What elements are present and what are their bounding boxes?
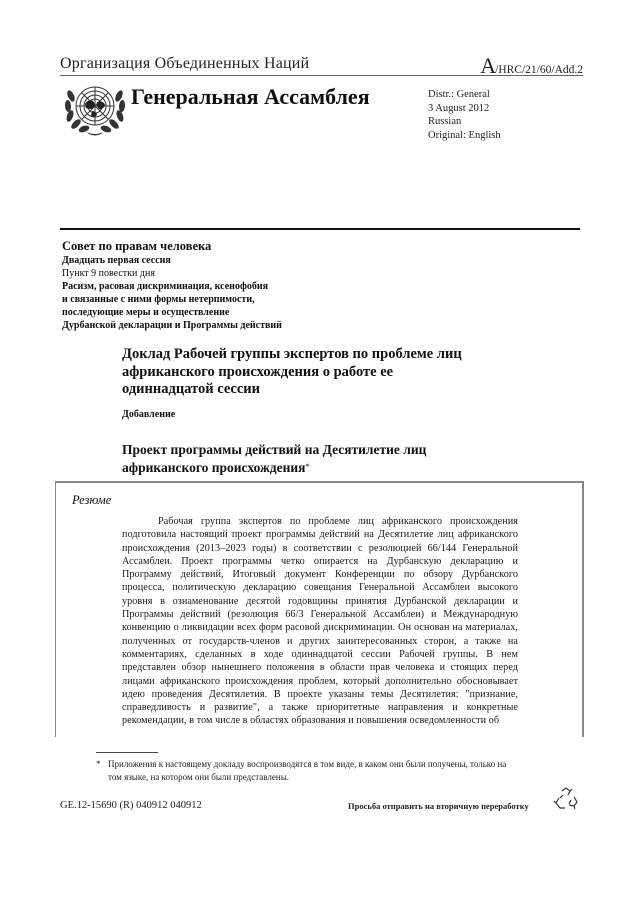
job-number: GE.12-15690 (R) 040912 040912 bbox=[60, 800, 202, 811]
agenda-topic-line: последующие меры и осуществление bbox=[62, 307, 230, 318]
report-title-line: Доклад Рабочей группы экспертов по проблеме лиц bbox=[122, 346, 462, 362]
agenda-item: Пункт 9 повестки дня bbox=[62, 268, 155, 279]
summary-heading: Резюме bbox=[72, 493, 112, 507]
summary-paragraph: Рабочая группа экспертов по проблеме лиц африканского происхождения подготовила настоящий проект программы действий на Десятилетие лиц африканского происхождения (2013–2023 годы) в соответствии с резолюцией 66/144 Генеральной Ассамблеи. Проект программы четко опирается на Дурбанскую декларацию и Программу действий, Итоговый документ Конференции по обзору Дурбанского процесса, политическую декларацию совещания Генеральной Ассамблеи высокого уровня в ознаменование десятой годовщины принятия Дурбанской декларации и Программы действий (резолюция 66/3 Генеральной Ассамблеи) и Международную конвенцию о ликвидации всех форм расовой дискриминации. Он основан на материалах, полученных от государств-членов и других заинтересованных сторон, а также на комментариях, сделанных в ходе одиннадцатой сессии Рабочей группы. В нем представлен обзор нынешнего положения в области прав человека и стоящих перед лицами африканского происхождения проблем, который дополнительно обосновывает идею проведения Десятилетия. В проекте указаны темы Десятилетия: "признание, справедливость и развитие", а также приоритетные направления и конкретные рекомендации, в том числе в областях образования и повышения осведомленности об bbox=[122, 516, 518, 727]
distribution-info bbox=[428, 88, 501, 142]
header-rule bbox=[60, 75, 583, 76]
organization-name: Организация Объединенных Наций bbox=[60, 55, 310, 72]
footnote-marker: * bbox=[96, 759, 101, 769]
footnote bbox=[96, 758, 508, 784]
distr-general: Distr.: General bbox=[428, 89, 490, 100]
agenda-topic-line: Дурбанской декларации и Программы действий bbox=[62, 320, 282, 331]
section-rule bbox=[60, 228, 580, 230]
project-title-line: Проект программы действий на Десятилетие лиц bbox=[122, 442, 427, 457]
footnote-text: Приложения к настоящему докладу воспроизводятся в том виде, в каком они были получены, только на том языке, на котором они были представлены. bbox=[108, 759, 507, 782]
body-name: Генеральная Ассамблея bbox=[131, 84, 370, 109]
symbol-rest: /HRC/21/60/Add.2 bbox=[495, 64, 583, 76]
report-title-line: одиннадцатой сессии bbox=[122, 381, 261, 397]
project-title bbox=[122, 441, 522, 476]
footnote-rule bbox=[96, 752, 158, 753]
project-title-line: африканского происхождения bbox=[122, 460, 306, 475]
document-language: Russian bbox=[428, 116, 462, 127]
report-title-line: африканского происхождения о работе ее bbox=[122, 363, 394, 380]
issue-date: 3 August 2012 bbox=[428, 102, 490, 114]
un-emblem-icon bbox=[63, 80, 127, 136]
original-language: Original: English bbox=[428, 129, 501, 141]
recycle-notice: Просьба отправить на вторичную переработку bbox=[348, 801, 529, 811]
agenda-topic-line: Расизм, расовая дискриминация, ксенофобия bbox=[62, 281, 269, 292]
agenda-block bbox=[62, 238, 362, 332]
session-name: Двадцать первая сессия bbox=[62, 255, 171, 266]
footnote-reference[interactable]: * bbox=[305, 462, 310, 471]
agenda-topic-line: и связанные с ними формы нетерпимости, bbox=[62, 294, 255, 305]
addendum-label: Добавление bbox=[122, 409, 176, 420]
recycle-icon bbox=[553, 786, 579, 812]
symbol-prefix: A bbox=[480, 53, 496, 78]
council-name: Совет по правам человека bbox=[62, 239, 212, 253]
report-title bbox=[122, 346, 522, 399]
